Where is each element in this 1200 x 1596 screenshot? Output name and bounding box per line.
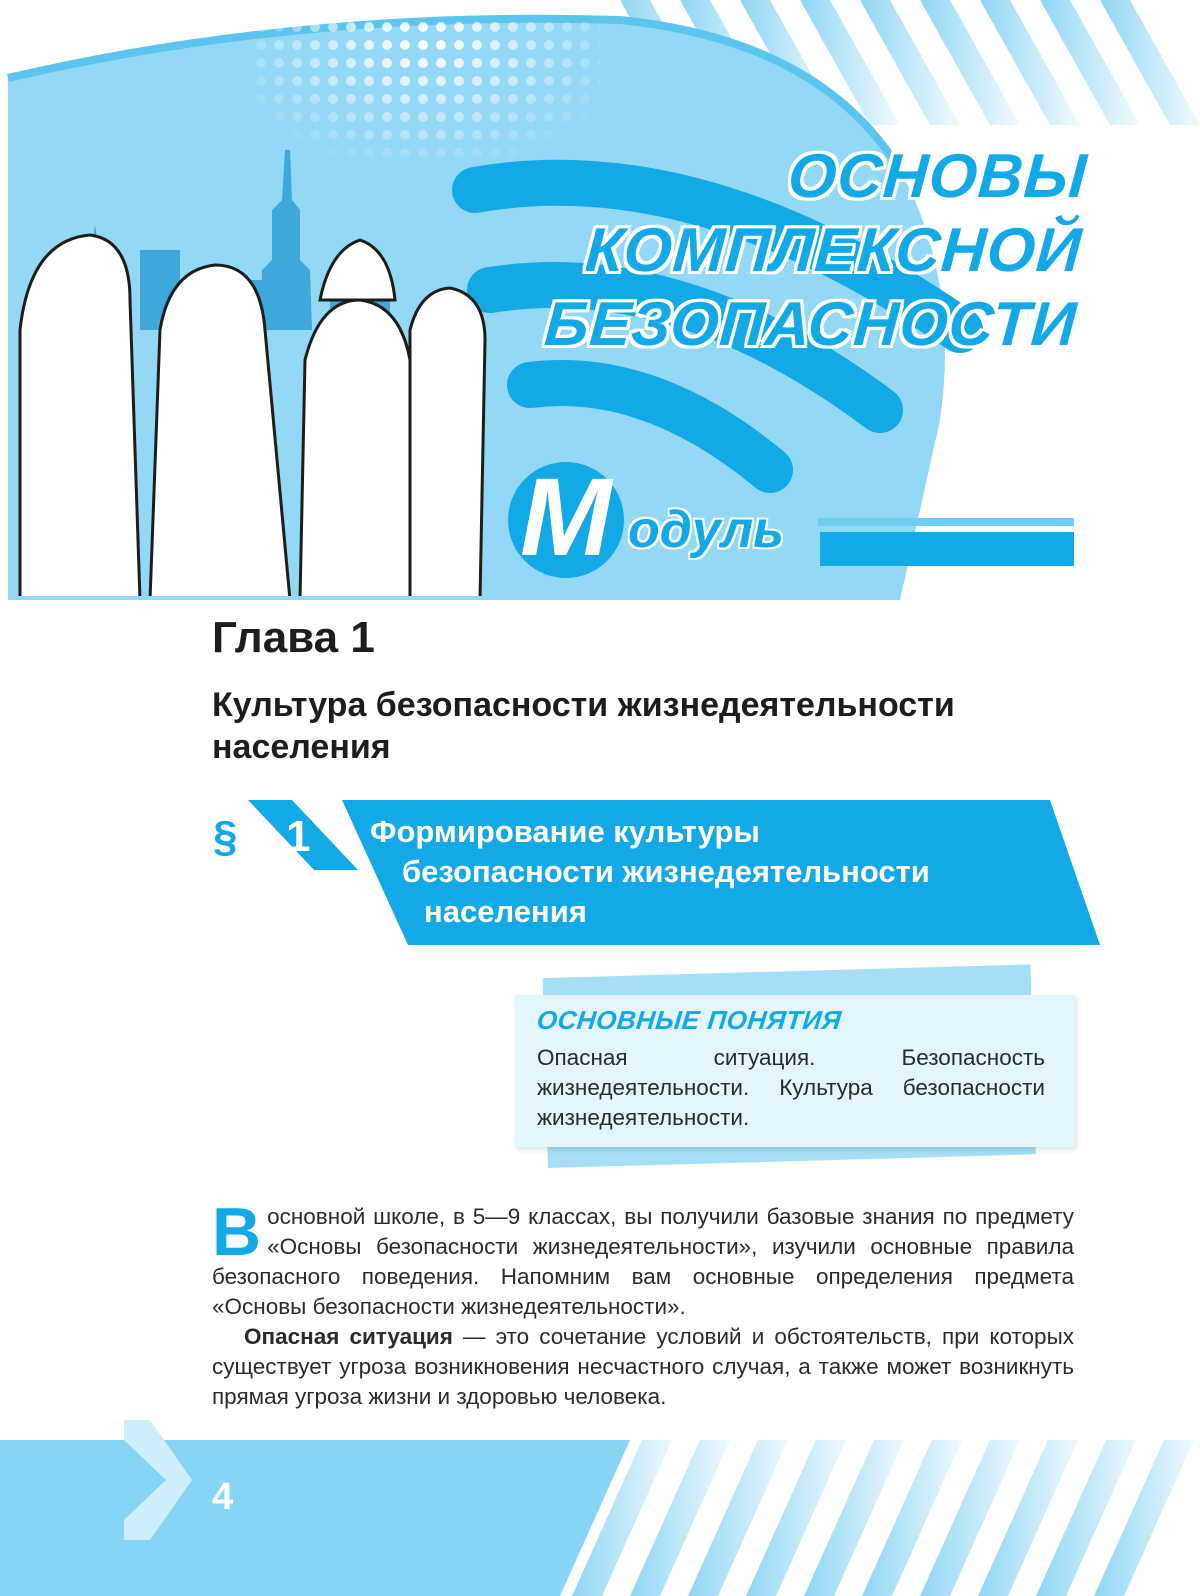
paragraph-number: 1 <box>286 812 311 861</box>
cover-title-line: ОСНОВЫ <box>786 142 1090 211</box>
key-concepts-box <box>515 995 1075 1147</box>
chapter-title: Культура безопасности жизнедеятельности населения <box>212 686 955 766</box>
key-concepts-text: Опасная ситуация. Безопасность жизнедеятельности. Культура безопасности жизнедеятельности. <box>537 1045 1045 1130</box>
page-footer-decoration <box>0 1420 1200 1596</box>
paragraph-title-line: населения <box>424 894 587 929</box>
paragraph-sign: § <box>213 812 238 861</box>
drop-cap: В <box>212 1194 262 1270</box>
paragraph-title <box>370 812 1070 932</box>
body-paragraph-2: — это сочетание условий и обстоятельств, при которых существует угроза возникновения несчастного случая, а также может возникнуть прямая угроза жизни и здоровью человека. <box>212 1324 1074 1409</box>
term-dangerous-situation: Опасная ситуация <box>244 1324 453 1349</box>
module-initial: М <box>520 456 612 579</box>
module-bar <box>820 532 1074 566</box>
paragraph-title-line: Формирование культуры <box>370 814 760 849</box>
body-text <box>212 1194 1074 1412</box>
module-label: одуль <box>628 501 785 559</box>
page-number: 4 <box>212 1476 234 1518</box>
cover-title-line: КОМПЛЕКСНОЙ <box>583 216 1085 285</box>
key-concepts-heading: ОСНОВНЫЕ ПОНЯТИЯ <box>535 1005 843 1035</box>
cover-title <box>542 140 1089 362</box>
cover-title-line: БЕЗОПАСНОСТИ <box>542 290 1080 359</box>
chapter-label: Глава 1 <box>212 613 375 662</box>
body-paragraph-1: основной школе, в 5—9 классах, вы получили базовые знания по предмету «Основы безопасности жизнедеятельности», изучили основные правила безопасного поведения. Напомним вам основные определения предмета «Основы безопасности жизнедеятельности». <box>212 1204 1074 1319</box>
paragraph-title-line: безопасности жизнедеятельности <box>402 854 930 889</box>
module-bar-thin <box>818 518 1074 526</box>
